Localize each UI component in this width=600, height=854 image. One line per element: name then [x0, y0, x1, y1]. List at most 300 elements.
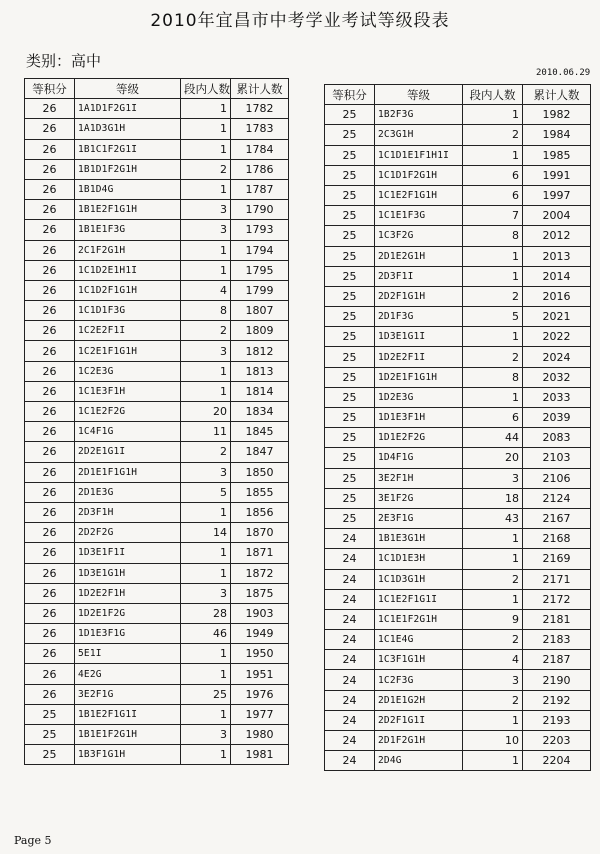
cumulative-count-cell: 2083 [523, 428, 591, 448]
cumulative-count-cell: 2021 [523, 307, 591, 327]
cumulative-count-cell: 2039 [523, 408, 591, 428]
cumulative-count-cell: 1782 [231, 99, 289, 119]
table-row [325, 569, 591, 589]
cumulative-count-cell: 2190 [523, 670, 591, 690]
level-cell: 1C1E4G [375, 630, 463, 650]
level-cell: 1D3E1F1I [75, 543, 181, 563]
table-header-row [325, 85, 591, 105]
table-row [25, 624, 289, 644]
table-row [25, 422, 289, 442]
segment-count-cell: 6 [463, 165, 523, 185]
segment-count-cell: 1 [463, 710, 523, 730]
cumulative-count-cell: 2193 [523, 710, 591, 730]
level-cell: 2D1F2G1H [375, 731, 463, 751]
level-cell: 1C1E1F2G1H [375, 609, 463, 629]
table-row [25, 99, 289, 119]
score-cell: 26 [25, 442, 75, 462]
header-level: 等级 [375, 85, 463, 105]
level-cell: 1C1E3F1H [75, 381, 181, 401]
segment-count-cell: 1 [181, 139, 231, 159]
table-row [325, 589, 591, 609]
score-cell: 25 [25, 704, 75, 724]
score-cell: 25 [325, 165, 375, 185]
cumulative-count-cell: 1783 [231, 119, 289, 139]
table-row [325, 165, 591, 185]
header-cumulative-count: 累计人数 [231, 79, 289, 99]
cumulative-count-cell: 1872 [231, 563, 289, 583]
score-cell: 25 [325, 387, 375, 407]
table-row [25, 583, 289, 603]
segment-count-cell: 1 [463, 327, 523, 347]
table-row [325, 428, 591, 448]
level-cell: 1B1D4G [75, 179, 181, 199]
level-cell: 1B1E1F2G1H [75, 725, 181, 745]
table-row [325, 488, 591, 508]
table-row [325, 226, 591, 246]
cumulative-count-cell: 1799 [231, 280, 289, 300]
page-title: 2010年宜昌市中考学业考试等级段表 [150, 11, 450, 31]
cumulative-count-cell: 1794 [231, 240, 289, 260]
cumulative-count-cell: 1984 [523, 125, 591, 145]
cumulative-count-cell: 1850 [231, 462, 289, 482]
score-cell: 25 [325, 105, 375, 125]
table-row [325, 468, 591, 488]
score-cell: 26 [25, 280, 75, 300]
level-cell: 1D2E1F2G [75, 603, 181, 623]
table-row [325, 549, 591, 569]
cumulative-count-cell: 1856 [231, 502, 289, 522]
segment-count-cell: 14 [181, 523, 231, 543]
table-row [25, 684, 289, 704]
segment-count-cell: 6 [463, 408, 523, 428]
level-cell: 1D2E2F1I [375, 347, 463, 367]
table-row [25, 402, 289, 422]
table-row [325, 266, 591, 286]
segment-count-cell: 3 [181, 200, 231, 220]
segment-count-cell: 1 [181, 361, 231, 381]
cumulative-count-cell: 1950 [231, 644, 289, 664]
score-cell: 26 [25, 99, 75, 119]
cumulative-count-cell: 1982 [523, 105, 591, 125]
segment-count-cell: 2 [463, 286, 523, 306]
table-row [25, 119, 289, 139]
level-cell: 5E1I [75, 644, 181, 664]
level-cell: 1C1D1E1F1H1I [375, 145, 463, 165]
table-row [325, 650, 591, 670]
table-row [25, 442, 289, 462]
level-cell: 1C1D1F3G [75, 301, 181, 321]
score-cell: 26 [25, 240, 75, 260]
table-row [325, 609, 591, 629]
table-row [25, 159, 289, 179]
level-cell: 2E3F1G [375, 508, 463, 528]
segment-count-cell: 1 [463, 246, 523, 266]
segment-count-cell: 1 [181, 745, 231, 765]
level-cell: 1B1E3G1H [375, 529, 463, 549]
cumulative-count-cell: 2183 [523, 630, 591, 650]
segment-count-cell: 1 [181, 664, 231, 684]
score-cell: 26 [25, 139, 75, 159]
table-row [325, 690, 591, 710]
table-row [25, 240, 289, 260]
segment-count-cell: 4 [181, 280, 231, 300]
score-cell: 26 [25, 159, 75, 179]
score-cell: 25 [325, 408, 375, 428]
level-cell: 2D2F2G [75, 523, 181, 543]
score-cell: 25 [325, 468, 375, 488]
segment-count-cell: 3 [181, 462, 231, 482]
table-row [325, 145, 591, 165]
level-cell: 1C2E1F1G1H [75, 341, 181, 361]
segment-count-cell: 8 [181, 301, 231, 321]
table-row [325, 367, 591, 387]
level-cell: 2C3G1H [375, 125, 463, 145]
table-row [25, 603, 289, 623]
table-row [325, 125, 591, 145]
segment-count-cell: 3 [181, 220, 231, 240]
page-number: Page 5 [14, 834, 52, 847]
level-cell: 1C1E1F3G [375, 206, 463, 226]
table-row [325, 408, 591, 428]
table-row [325, 105, 591, 125]
segment-count-cell: 25 [181, 684, 231, 704]
score-cell: 26 [25, 523, 75, 543]
level-cell: 1D2E3G [375, 387, 463, 407]
cumulative-count-cell: 1812 [231, 341, 289, 361]
segment-count-cell: 2 [463, 630, 523, 650]
score-cell: 25 [25, 745, 75, 765]
segment-count-cell: 1 [181, 644, 231, 664]
segment-count-cell: 46 [181, 624, 231, 644]
cumulative-count-cell: 2181 [523, 609, 591, 629]
cumulative-count-cell: 1809 [231, 321, 289, 341]
segment-count-cell: 3 [181, 725, 231, 745]
segment-count-cell: 20 [181, 402, 231, 422]
segment-count-cell: 2 [181, 159, 231, 179]
level-cell: 1D2E2F1H [75, 583, 181, 603]
segment-count-cell: 3 [181, 583, 231, 603]
segment-count-cell: 1 [181, 119, 231, 139]
table-row [325, 387, 591, 407]
table-row [325, 630, 591, 650]
cumulative-count-cell: 2192 [523, 690, 591, 710]
score-cell: 26 [25, 402, 75, 422]
level-cell: 3E2F1G [75, 684, 181, 704]
cumulative-count-cell: 2203 [523, 731, 591, 751]
cumulative-count-cell: 1871 [231, 543, 289, 563]
segment-count-cell: 7 [463, 206, 523, 226]
cumulative-count-cell: 2033 [523, 387, 591, 407]
segment-count-cell: 1 [463, 145, 523, 165]
score-cell: 25 [325, 206, 375, 226]
table-row [25, 543, 289, 563]
level-cell: 1C1E2F1G1I [375, 589, 463, 609]
segment-count-cell: 3 [181, 341, 231, 361]
level-cell: 2C1F2G1H [75, 240, 181, 260]
cumulative-count-cell: 1787 [231, 179, 289, 199]
table-row [325, 670, 591, 690]
segment-count-cell: 8 [463, 367, 523, 387]
table-body-right [325, 105, 591, 771]
table-row [325, 751, 591, 771]
cumulative-count-cell: 1790 [231, 200, 289, 220]
level-cell: 1D3E1G1I [375, 327, 463, 347]
level-cell: 2D2F1G1I [375, 710, 463, 730]
level-cell: 1C2F3G [375, 670, 463, 690]
segment-count-cell: 2 [181, 442, 231, 462]
level-cell: 2D1E1G2H [375, 690, 463, 710]
level-cell: 1C1E2F2G [75, 402, 181, 422]
segment-count-cell: 1 [181, 240, 231, 260]
cumulative-count-cell: 2004 [523, 206, 591, 226]
score-cell: 25 [325, 367, 375, 387]
segment-count-cell: 1 [181, 260, 231, 280]
score-cell: 26 [25, 301, 75, 321]
table-row [25, 260, 289, 280]
cumulative-count-cell: 2172 [523, 589, 591, 609]
score-cell: 25 [325, 307, 375, 327]
cumulative-count-cell: 2012 [523, 226, 591, 246]
table-row [25, 523, 289, 543]
score-cell: 26 [25, 462, 75, 482]
header-level: 等级 [75, 79, 181, 99]
level-cell: 1B3F1G1H [75, 745, 181, 765]
cumulative-count-cell: 2022 [523, 327, 591, 347]
level-cell: 1C3F1G1H [375, 650, 463, 670]
cumulative-count-cell: 1951 [231, 664, 289, 684]
score-cell: 26 [25, 543, 75, 563]
table-row [25, 220, 289, 240]
level-cell: 1C1D2E1H1I [75, 260, 181, 280]
score-cell: 24 [325, 690, 375, 710]
grade-table-left [24, 78, 289, 765]
table-row [325, 307, 591, 327]
score-cell: 25 [325, 508, 375, 528]
level-cell: 3E1F2G [375, 488, 463, 508]
level-cell: 1C4F1G [75, 422, 181, 442]
cumulative-count-cell: 1976 [231, 684, 289, 704]
segment-count-cell: 2 [463, 690, 523, 710]
segment-count-cell: 1 [463, 387, 523, 407]
table-row [25, 280, 289, 300]
segment-count-cell: 4 [463, 650, 523, 670]
segment-count-cell: 1 [463, 589, 523, 609]
score-cell: 25 [25, 725, 75, 745]
score-cell: 26 [25, 482, 75, 502]
cumulative-count-cell: 1786 [231, 159, 289, 179]
level-cell: 1C1D1E3H [375, 549, 463, 569]
segment-count-cell: 1 [181, 704, 231, 724]
level-cell: 1C1D2F1G1H [75, 280, 181, 300]
segment-count-cell: 2 [181, 321, 231, 341]
cumulative-count-cell: 1981 [231, 745, 289, 765]
level-cell: 1C2E3G [75, 361, 181, 381]
cumulative-count-cell: 1784 [231, 139, 289, 159]
score-cell: 24 [325, 670, 375, 690]
score-cell: 26 [25, 603, 75, 623]
table-row [25, 361, 289, 381]
table-row [325, 185, 591, 205]
score-cell: 24 [325, 630, 375, 650]
level-cell: 2D1F3G [375, 307, 463, 327]
header-score: 等积分 [325, 85, 375, 105]
cumulative-count-cell: 2016 [523, 286, 591, 306]
score-cell: 26 [25, 381, 75, 401]
cumulative-count-cell: 1985 [523, 145, 591, 165]
cumulative-count-cell: 1997 [523, 185, 591, 205]
score-cell: 25 [325, 327, 375, 347]
score-cell: 24 [325, 650, 375, 670]
cumulative-count-cell: 1834 [231, 402, 289, 422]
table-row [325, 529, 591, 549]
table-row [25, 200, 289, 220]
cumulative-count-cell: 2024 [523, 347, 591, 367]
level-cell: 1C1D3G1H [375, 569, 463, 589]
cumulative-count-cell: 1949 [231, 624, 289, 644]
table-header-row [25, 79, 289, 99]
cumulative-count-cell: 1855 [231, 482, 289, 502]
level-cell: 1B1E1F3G [75, 220, 181, 240]
level-cell: 1D1E3F1H [375, 408, 463, 428]
score-cell: 25 [325, 266, 375, 286]
level-cell: 1A1D3G1H [75, 119, 181, 139]
score-cell: 25 [325, 185, 375, 205]
score-cell: 26 [25, 200, 75, 220]
score-cell: 25 [325, 286, 375, 306]
table-row [25, 341, 289, 361]
score-cell: 26 [25, 624, 75, 644]
score-cell: 26 [25, 179, 75, 199]
segment-count-cell: 1 [463, 529, 523, 549]
segment-count-cell: 1 [181, 99, 231, 119]
cumulative-count-cell: 2171 [523, 569, 591, 589]
table-row [25, 179, 289, 199]
score-cell: 24 [325, 710, 375, 730]
grade-table-right [324, 84, 591, 771]
score-cell: 26 [25, 260, 75, 280]
score-cell: 26 [25, 563, 75, 583]
level-cell: 2D1E1F1G1H [75, 462, 181, 482]
cumulative-count-cell: 1847 [231, 442, 289, 462]
level-cell: 2D1E2G1H [375, 246, 463, 266]
score-cell: 25 [325, 488, 375, 508]
level-cell: 3E2F1H [375, 468, 463, 488]
score-cell: 25 [325, 347, 375, 367]
cumulative-count-cell: 1813 [231, 361, 289, 381]
level-cell: 1C2E2F1I [75, 321, 181, 341]
level-cell: 2D2E1G1I [75, 442, 181, 462]
cumulative-count-cell: 2169 [523, 549, 591, 569]
level-cell: 1B2F3G [375, 105, 463, 125]
table-row [25, 704, 289, 724]
score-cell: 24 [325, 549, 375, 569]
score-cell: 26 [25, 684, 75, 704]
level-cell: 2D3F1I [375, 266, 463, 286]
level-cell: 1A1D1F2G1I [75, 99, 181, 119]
segment-count-cell: 3 [463, 468, 523, 488]
level-cell: 1B1D1F2G1H [75, 159, 181, 179]
score-cell: 26 [25, 119, 75, 139]
score-cell: 26 [25, 502, 75, 522]
score-cell: 25 [325, 226, 375, 246]
cumulative-count-cell: 1814 [231, 381, 289, 401]
print-date: 2010.06.29 [536, 68, 591, 78]
segment-count-cell: 1 [463, 751, 523, 771]
level-cell: 1D1E2F2G [375, 428, 463, 448]
table-row [325, 448, 591, 468]
segment-count-cell: 8 [463, 226, 523, 246]
score-cell: 26 [25, 220, 75, 240]
cumulative-count-cell: 2103 [523, 448, 591, 468]
table-row [325, 246, 591, 266]
segment-count-cell: 5 [181, 482, 231, 502]
score-cell: 26 [25, 361, 75, 381]
table-body-left [25, 99, 289, 765]
score-cell: 26 [25, 644, 75, 664]
segment-count-cell: 2 [463, 125, 523, 145]
cumulative-count-cell: 1793 [231, 220, 289, 240]
level-cell: 1D1E3F1G [75, 624, 181, 644]
segment-count-cell: 1 [181, 563, 231, 583]
segment-count-cell: 9 [463, 609, 523, 629]
cumulative-count-cell: 2168 [523, 529, 591, 549]
score-cell: 25 [325, 448, 375, 468]
table-row [325, 347, 591, 367]
table-row [25, 563, 289, 583]
level-cell: 1C1D1F2G1H [375, 165, 463, 185]
level-cell: 1D2E1F1G1H [375, 367, 463, 387]
segment-count-cell: 2 [463, 569, 523, 589]
segment-count-cell: 18 [463, 488, 523, 508]
header-segment-count: 段内人数 [463, 85, 523, 105]
level-cell: 2D3F1H [75, 502, 181, 522]
cumulative-count-cell: 1807 [231, 301, 289, 321]
table-row [325, 327, 591, 347]
level-cell: 1D3E1G1H [75, 563, 181, 583]
table-row [325, 710, 591, 730]
table-row [25, 301, 289, 321]
cumulative-count-cell: 2167 [523, 508, 591, 528]
score-cell: 26 [25, 664, 75, 684]
table-row [25, 745, 289, 765]
cumulative-count-cell: 1980 [231, 725, 289, 745]
segment-count-cell: 1 [463, 105, 523, 125]
cumulative-count-cell: 2187 [523, 650, 591, 670]
segment-count-cell: 6 [463, 185, 523, 205]
segment-count-cell: 2 [463, 347, 523, 367]
segment-count-cell: 11 [181, 422, 231, 442]
segment-count-cell: 1 [181, 179, 231, 199]
score-cell: 25 [325, 246, 375, 266]
category-label: 类别：高中 [26, 52, 102, 70]
cumulative-count-cell: 1845 [231, 422, 289, 442]
cumulative-count-cell: 2106 [523, 468, 591, 488]
table-row [25, 725, 289, 745]
table-row [25, 482, 289, 502]
cumulative-count-cell: 2032 [523, 367, 591, 387]
table-row [25, 321, 289, 341]
score-cell: 26 [25, 321, 75, 341]
table-row [325, 286, 591, 306]
level-cell: 1C3F2G [375, 226, 463, 246]
table-row [25, 644, 289, 664]
score-cell: 24 [325, 751, 375, 771]
segment-count-cell: 44 [463, 428, 523, 448]
level-cell: 2D4G [375, 751, 463, 771]
level-cell: 4E2G [75, 664, 181, 684]
score-cell: 25 [325, 145, 375, 165]
segment-count-cell: 5 [463, 307, 523, 327]
